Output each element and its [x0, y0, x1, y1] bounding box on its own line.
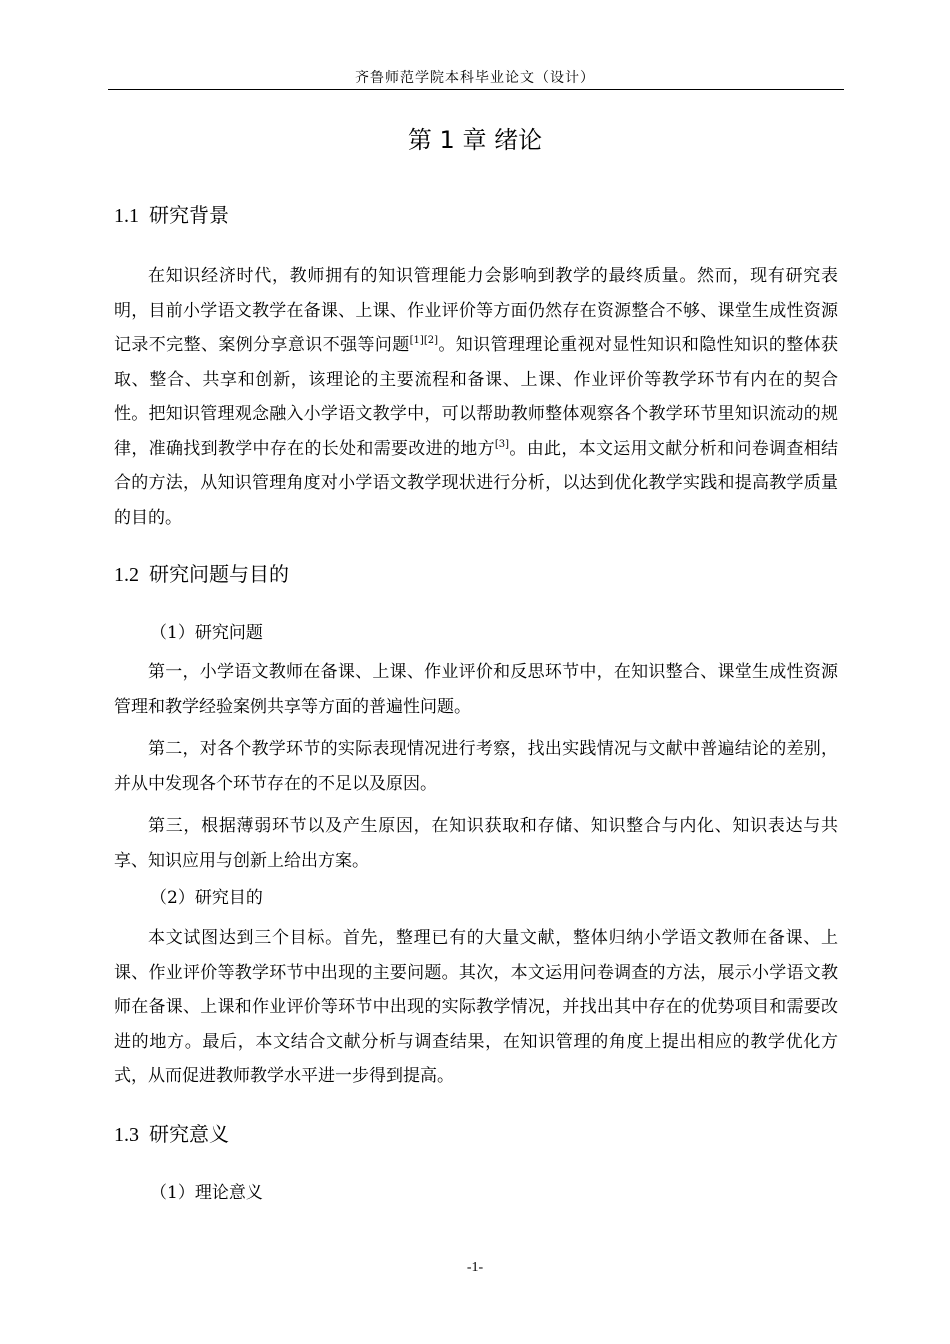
section-heading-1-1: [114, 201, 229, 230]
subheading-research-purpose: （2）研究目的: [150, 888, 263, 908]
question-paragraph-1: 第一，小学语文教师在备课、上课、作业评价和反思环节中，在知识整合、课堂生成性资源管理和教学经验案例共享等方面的普遍性问题。: [114, 662, 838, 717]
subheading-theoretical-significance: （1）理论意义: [150, 1183, 263, 1203]
section-title: 研究意义: [149, 1122, 229, 1146]
paragraph-text: 。知识管理理论重视对显性知识和隐性知识的整体获取、整合、共享和创新，该理论的主要流程和备课、上课、作业评价等教学环节有内在的契合性。把知识管理观念融入小学语文教学中，可以帮助教师整体观察各个教学环节里知识流动的规律，准确找到教学中存在的长处和需要改进的地方: [114, 335, 839, 459]
header-rule: [108, 89, 844, 90]
background-paragraph: [114, 259, 838, 535]
running-header: 齐鲁师范学院本科毕业论文（设计）: [355, 70, 595, 86]
section-heading-1-3: [114, 1120, 229, 1149]
section-number: 1.1: [114, 205, 139, 227]
section-heading-1-2: [114, 560, 289, 589]
paragraph-text: 。由此，本文运用文献分析和问卷调查相结合的方法，从知识管理角度对小学语文教学现状进行分析，以达到优化教学实践和提高教学质量的目的。: [114, 438, 839, 528]
question-paragraph-2: 第二，对各个教学环节的实际表现情况进行考察，找出实践情况与文献中普遍结论的差别，并从中发现各个环节存在的不足以及原因。: [114, 739, 838, 794]
section-title: 研究问题与目的: [149, 562, 289, 586]
page-number: -1-: [466, 1260, 484, 1275]
chapter-title: 第 1 章 绪论: [407, 126, 543, 154]
citation: [1][2]: [409, 335, 438, 346]
purpose-paragraph: 本文试图达到三个目标。首先，整理已有的大量文献，整体归纳小学语文教师在备课、上课、作业评价等教学环节中出现的主要问题。其次，本文运用问卷调查的方法，展示小学语文教师在备课、上课和作业评价等环节中出现的实际教学情况，并找出其中存在的优势项目和需要改进的地方。最后，本文结合文献分析与调查结果，在知识管理的角度上提出相应的教学优化方式，从而促进教师教学水平进一步得到提高。: [114, 928, 838, 1086]
question-paragraph-3: 第三，根据薄弱环节以及产生原因，在知识获取和存储、知识整合与内化、知识表达与共享、知识应用与创新上给出方案。: [114, 816, 838, 871]
section-number: 1.3: [114, 1124, 139, 1146]
citation: [3]: [494, 438, 510, 450]
subheading-research-questions: （1）研究问题: [150, 623, 263, 643]
section-number: 1.2: [114, 564, 139, 586]
section-title: 研究背景: [149, 203, 229, 227]
paragraph-text: 在知识经济时代，教师拥有的知识管理能力会影响到教学的最终质量。然而，现有研究表明，目前小学语文教学在备课、上课、作业评价等方面仍然存在资源整合不够、课堂生成性资源记录不完整、案例分享意识不强等问题: [114, 266, 838, 355]
